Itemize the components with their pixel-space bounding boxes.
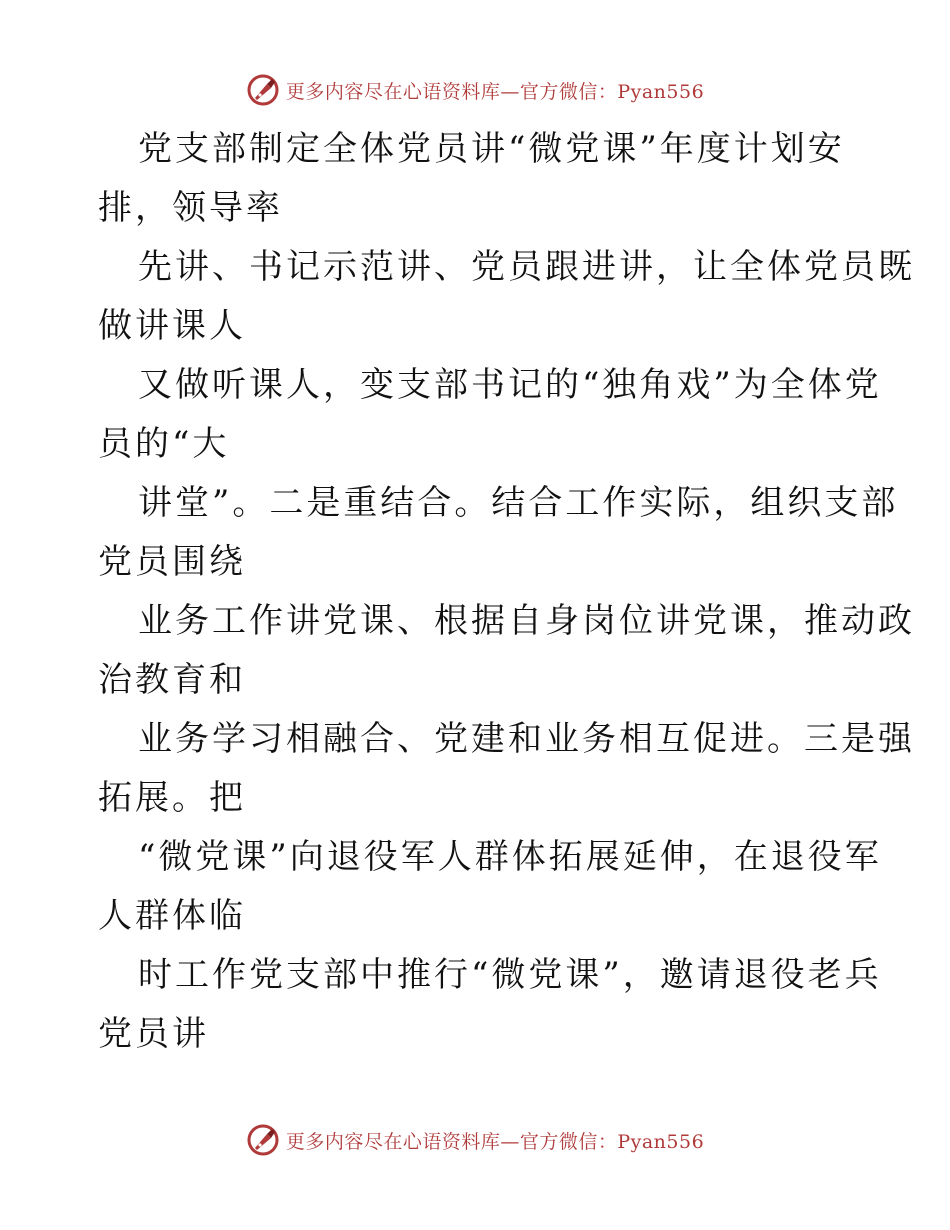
- body-line: 业务工作讲党课、根据自身岗位讲党课，推动政: [138, 601, 915, 641]
- footer-banner: [0, 1120, 950, 1160]
- body-line: 讲堂”。二是重结合。结合工作实际，组织支部: [138, 483, 899, 523]
- body-line: 党员讲: [98, 1014, 209, 1054]
- body-line: 做讲课人: [98, 306, 246, 346]
- body-line: 治教育和: [98, 660, 246, 700]
- header-banner-text: 更多内容尽在心语资料库—官方微信：Pyan556: [285, 80, 705, 103]
- body-line: 排，领导率: [98, 188, 283, 228]
- body-line: 时工作党支部中推行“微党课”，邀请退役老兵: [138, 955, 882, 995]
- body-line: 党支部制定全体党员讲“微党课”年度计划安: [138, 129, 845, 169]
- body-line: 又做听课人，变支部书记的“独角戏”为全体党: [138, 365, 882, 405]
- body-line: 先讲、书记示范讲、党员跟进讲，让全体党员既: [138, 247, 915, 287]
- body-line: 业务学习相融合、党建和业务相互促进。三是强: [138, 719, 915, 759]
- header-banner: [0, 70, 950, 110]
- footer-banner-text: 更多内容尽在心语资料库—官方微信：Pyan556: [285, 1130, 705, 1153]
- document-body: [98, 120, 915, 1064]
- body-line: 人群体临: [98, 896, 246, 936]
- body-line: 员的“大: [98, 424, 230, 464]
- body-line: “微党课”向退役军人群体拓展延伸，在退役军: [138, 837, 882, 877]
- pen-nib-logo-icon: [246, 73, 280, 107]
- pen-nib-logo-icon: [246, 1123, 280, 1157]
- body-line: 拓展。把: [98, 778, 246, 818]
- body-line: 党员围绕: [98, 542, 246, 582]
